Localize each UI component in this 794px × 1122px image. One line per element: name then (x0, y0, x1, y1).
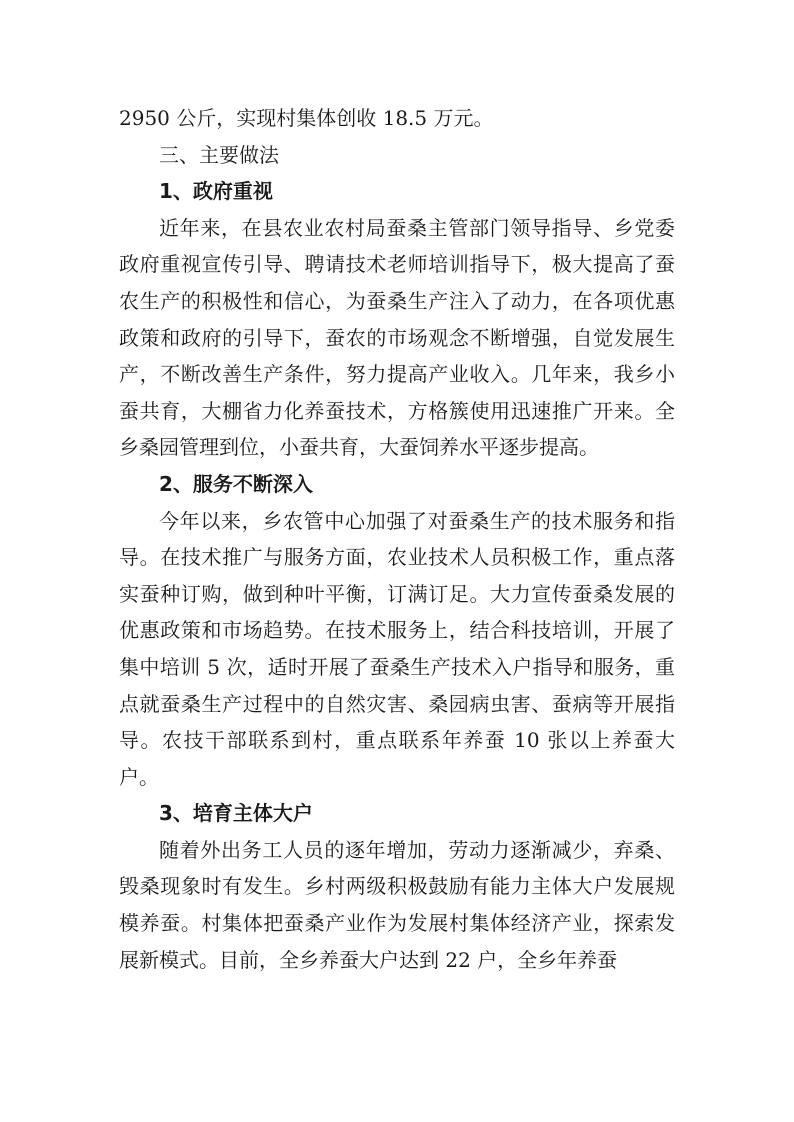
paragraph-service: 今年以来，乡农管中心加强了对蚕桑生产的技术服务和指导。在技术推广与服务方面，农业技术人员积极工作，重点落实蚕种订购，做到种叶平衡，订满订足。大力宣传蚕桑发展的优惠政策和市场趋势。在技术服务上，结合科技培训，开展了集中培训 5 次，适时开展了蚕桑生产技术入户指导和服务，重点就蚕桑生产过程中的自然灾害、桑园病虫害、蚕病等开展指导。农技干部联系到村，重点联系年养蚕 10 张以上养蚕大户。 (119, 508, 675, 789)
subheading-households: 3、培育主体大户 (159, 801, 313, 826)
paragraph-continuation: 2950 公斤，实现村集体创收 18.5 万元。 (119, 106, 494, 130)
subheading-service: 2、服务不断深入 (159, 471, 313, 496)
document-body (119, 100, 675, 978)
subheading-government: 1、政府重视 (159, 179, 273, 204)
paragraph-government: 近年来，在县农业农村局蚕桑主管部门领导指导、乡党委政府重视宣传引导、聘请技术老师培训指导下，极大提高了蚕农生产的积极性和信心，为蚕桑生产注入了动力，在各项优惠政策和政府的引导下，蚕农的市场观念不断增强，自觉发展生产，不断改善生产条件，努力提高产业收入。几年来，我乡小蚕共育，大棚省力化养蚕技术，方格簇使用迅速推广开来。全乡桑园管理到位，小蚕共育，大蚕饲养水平逐步提高。 (119, 215, 675, 460)
section-heading-main-practices: 三、主要做法 (159, 142, 279, 167)
paragraph-households: 随着外出务工人员的逐年增加，劳动力逐渐减少，弃桑、毁桑现象时有发生。乡村两级积极鼓励有能力主体大户发展规模养蚕。村集体把蚕桑产业作为发展村集体经济产业，探索发展新模式。目前，全乡养蚕大户达到 22 户，全乡年养蚕 (119, 837, 675, 972)
